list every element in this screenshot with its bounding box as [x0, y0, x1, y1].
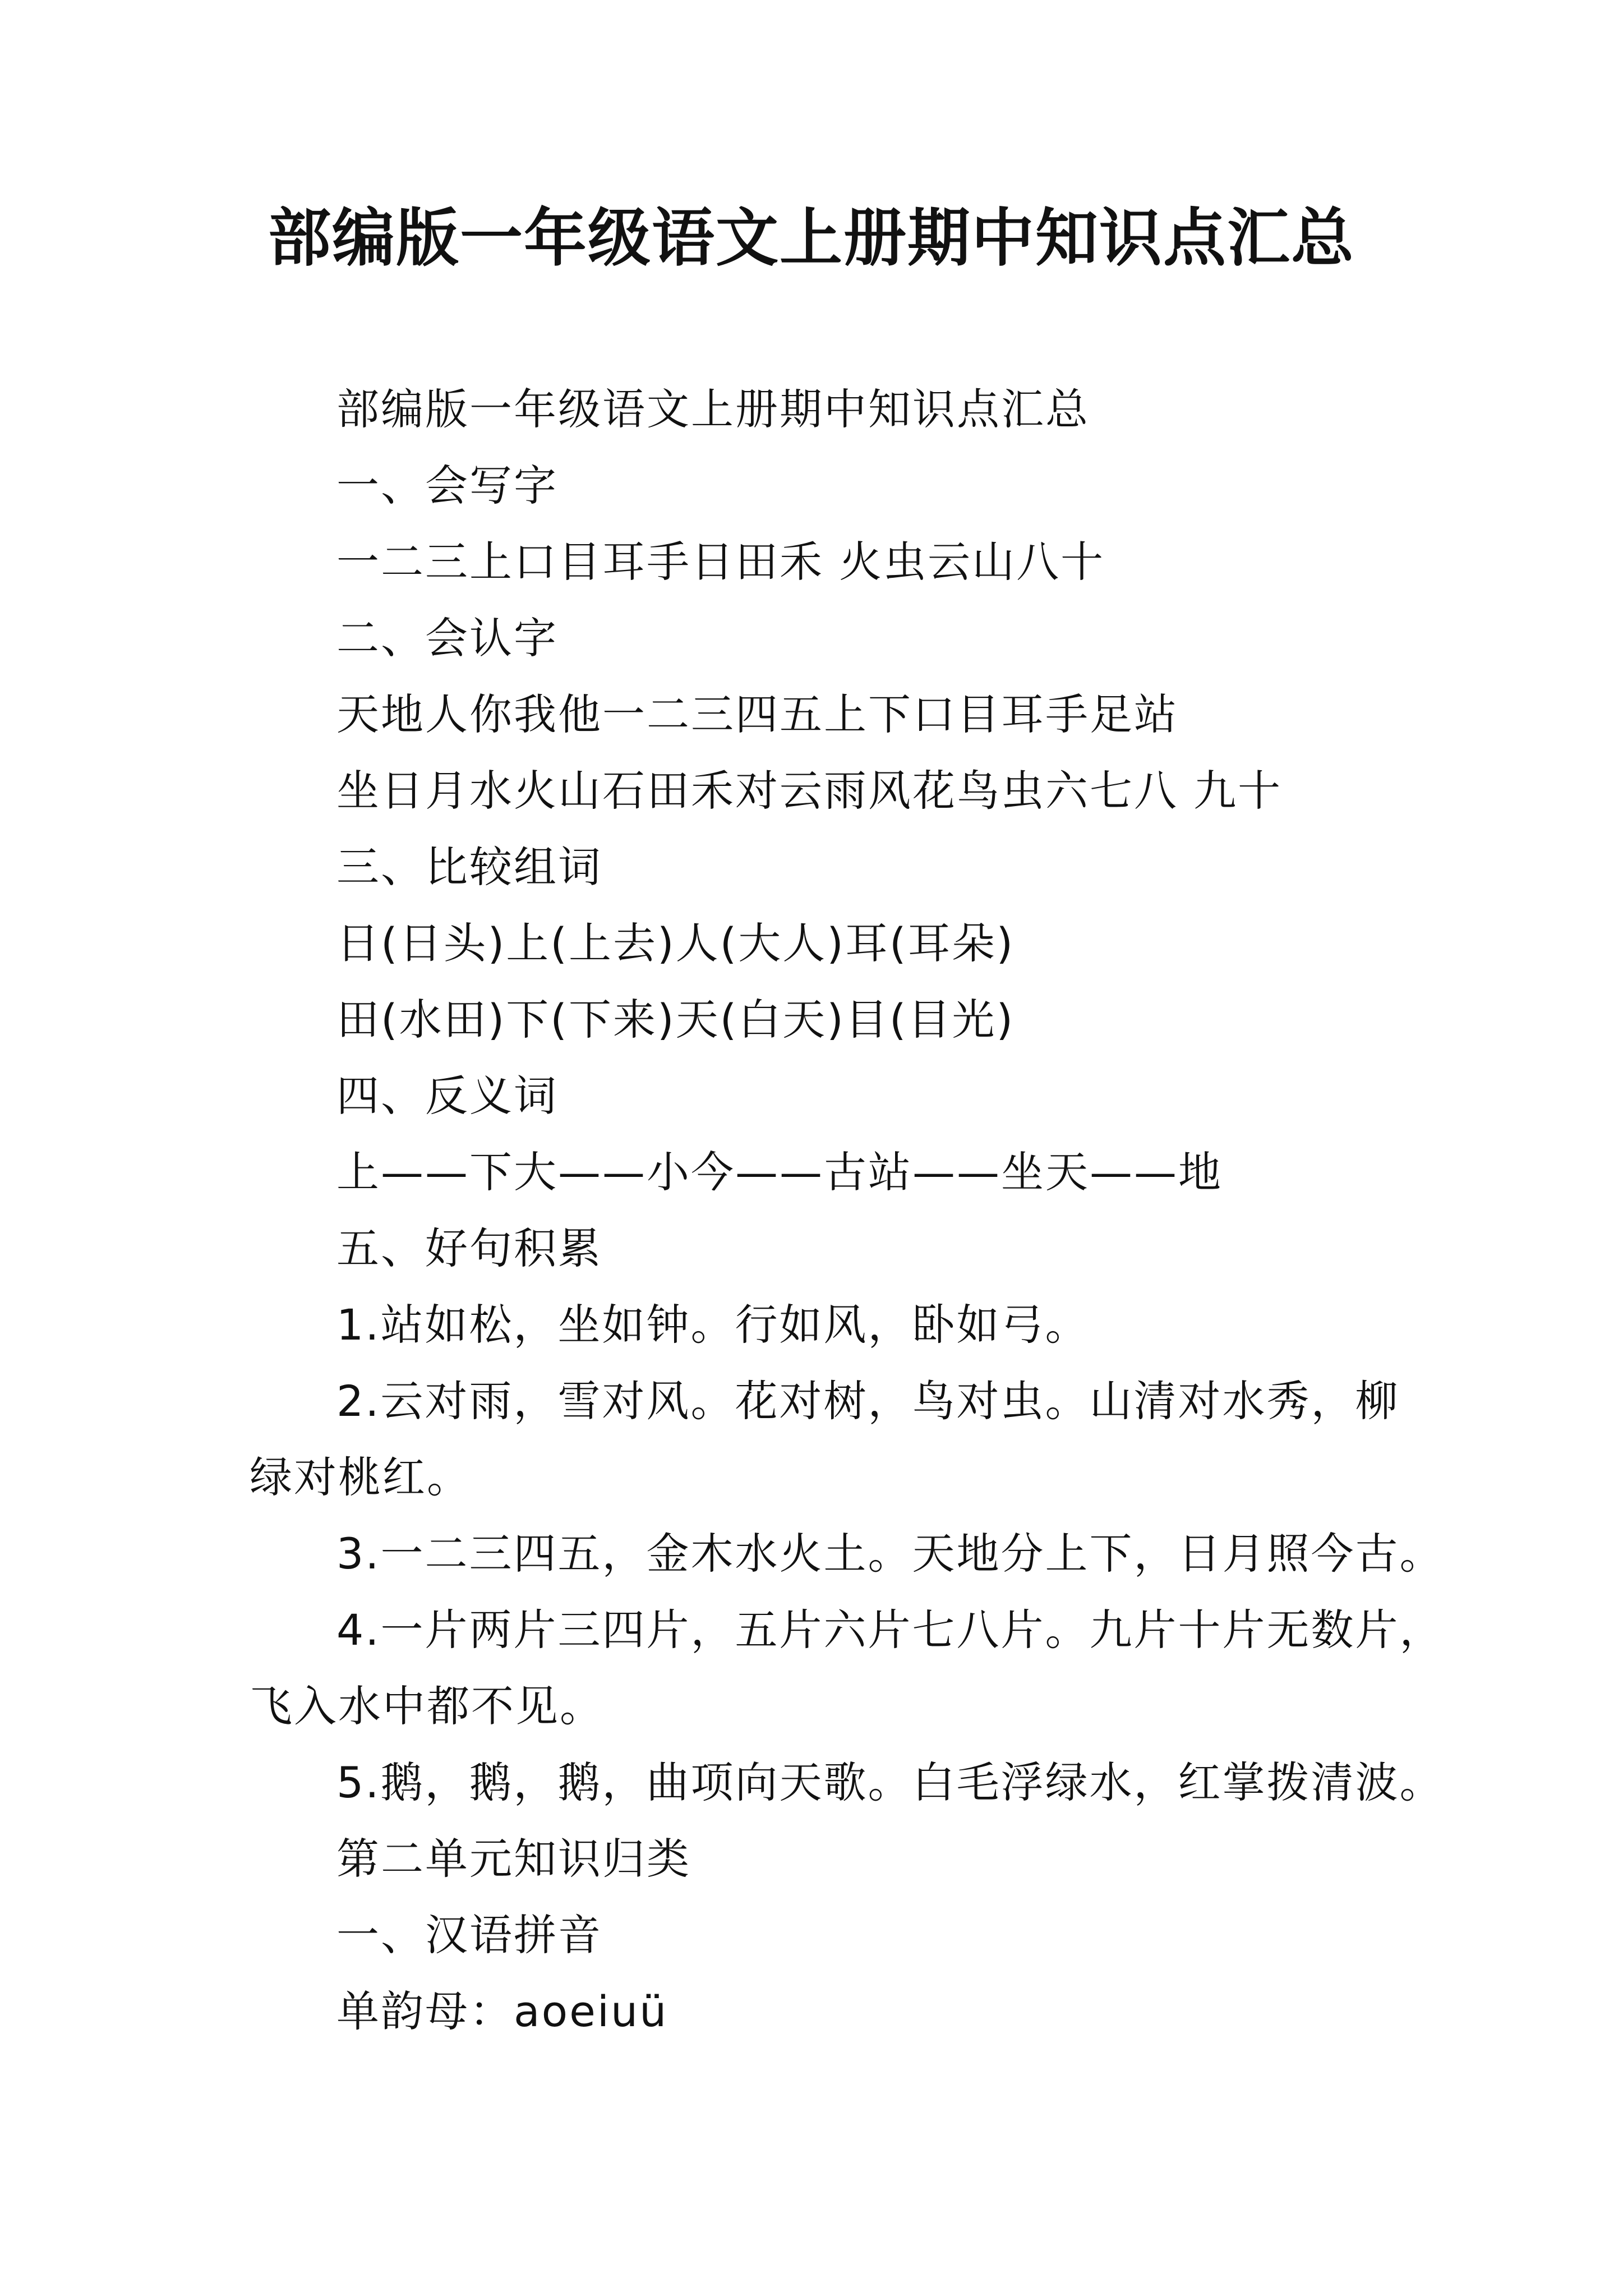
section-heading-antonyms: 四、反义词 [336, 1071, 558, 1121]
subtitle-line: 部编版一年级语文上册期中知识点汇总 [336, 384, 1090, 434]
section-heading-recognize: 二、会认字 [336, 613, 558, 663]
section-heading-compare: 三、比较组词 [336, 842, 602, 892]
text-line: 3.一二三四五，金木水火土。天地分上下，日月照今古。 [336, 1529, 1444, 1579]
text-line: 天地人你我他一二三四五上下口目耳手足站 [336, 689, 1178, 739]
section-heading-unit-two: 第二单元知识归类 [336, 1834, 691, 1884]
page-title: 部编版一年级语文上册期中知识点汇总 [268, 201, 1355, 275]
text-line: 5.鹅，鹅，鹅，曲项向天歌。白毛浮绿水，红掌拨清波。 [336, 1757, 1444, 1807]
section-heading-pinyin: 一、汉语拼音 [336, 1910, 602, 1960]
text-line: 坐日月水火山石田禾对云雨风花鸟虫六七八 九十 [336, 766, 1283, 816]
text-line: 2.云对雨，雪对风。花对树，鸟对虫。山清对水秀，柳 [336, 1376, 1400, 1426]
text-line: 1.站如松，坐如钟。行如风，卧如弓。 [336, 1300, 1090, 1350]
text-line: 一二三上口目耳手日田禾 火虫云山八十 [336, 537, 1105, 587]
text-line: 飞入水中都不见。 [250, 1681, 604, 1731]
text-line: 4.一片两片三四片，五片六片七八片。九片十片无数片， [336, 1605, 1444, 1655]
text-line: 日(日头)上(上去)人(大人)耳(耳朵) [336, 918, 1015, 968]
section-heading-sentences: 五、好句积累 [336, 1223, 602, 1273]
text-line: 单韵母：aoeiuü [336, 1986, 668, 2036]
text-line: 田(水田)下(下来)天(白天)目(目光) [336, 995, 1015, 1045]
section-heading-write: 一、会写字 [336, 461, 558, 510]
text-line: 绿对桃红。 [250, 1452, 471, 1502]
text-line: 上——下大——小今——古站——坐天——地 [336, 1147, 1223, 1197]
